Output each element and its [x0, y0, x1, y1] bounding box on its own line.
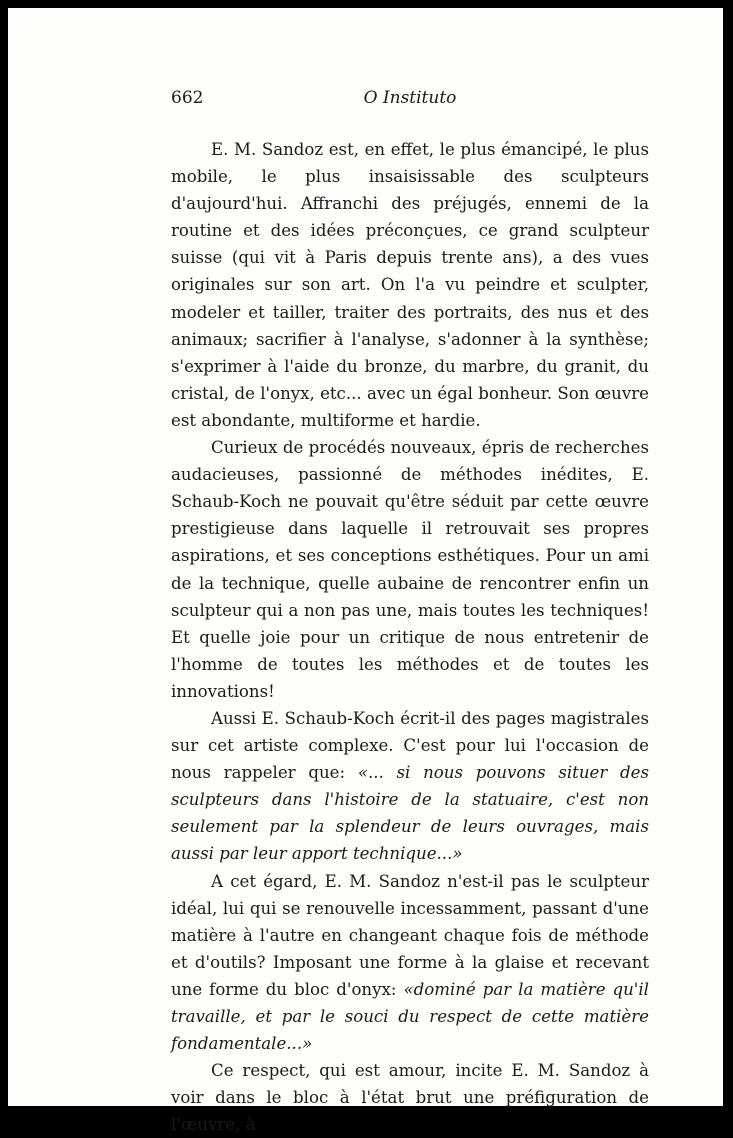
page-number: 662 [171, 88, 204, 108]
paragraph [171, 705, 649, 868]
running-title: O Instituto [363, 88, 457, 108]
paragraph-text: A cet égard, E. M. Sandoz n'est-il pas le sculpteur idéal, lui qui se renouvelle incessamment, passant d'une matière à l'autre en changeant chaque fois de méthode et d'outils? Imposant une forme à la glaise et recevant une forme du bloc d'onyx: [171, 871, 649, 999]
quotation: «... si nous pouvons situer des sculpteurs dans l'histoire de la statuaire, c'est non seulement par la splendeur de leurs ouvrages, mais aussi par leur apport technique...» [171, 763, 650, 864]
book-page [8, 8, 723, 1135]
quotation: «dominé par la matière qu'il travaille, et par le souci du respect de cette matière fondamentale...» [171, 979, 649, 1054]
page-header [171, 88, 649, 118]
paragraph: Ce respect, qui est amour, incite E. M. Sandoz à voir dans le bloc à l'état brut une préfiguration de l'œuvre, à [171, 1061, 649, 1135]
paragraph [171, 868, 649, 1058]
paragraph-text: Aussi E. Schaub-Koch écrit-il des pages magistrales sur cet artiste complexe. C'est pour lui l'occasion de nous rappeler que: [171, 708, 649, 783]
paragraph: Curieux de procédés nouveaux, épris de recherches audacieuses, passionné de méthodes inédites, E. Schaub-Koch ne pouvait qu'être séduit par cette œuvre prestigieuse dans laquelle il retrouvait ses propres aspirations, et ses conceptions esthétiques. Pour un ami de la technique, quelle aubaine de rencontrer enfin un sculpteur qui a non pas une, mais toutes les techniques! Et quelle joie pour un critique de nous entretenir de l'homme de toutes les méthodes et de toutes les innovations! [171, 438, 649, 701]
page-body [171, 136, 649, 1138]
paragraph: E. M. Sandoz est, en effet, le plus émancipé, le plus mobile, le plus insaisissable des sculpteurs d'aujourd'hui. Affranchi des préjugés, ennemi de la routine et des idées préconçues, ce grand sculpteur suisse (qui vit à Paris depuis trente ans), a des vues originales sur son art. On l'a vu peindre et sculpter, modeler et tailler, traiter des portraits, des nus et des animaux; sacrifier à l'analyse, s'adonner à la synthèse; s'exprimer à l'aide du bronze, du marbre, du granit, du cristal, de l'onyx, etc... avec un égal bonheur. Son œuvre est abondante, multiforme et hardie. [171, 140, 649, 430]
